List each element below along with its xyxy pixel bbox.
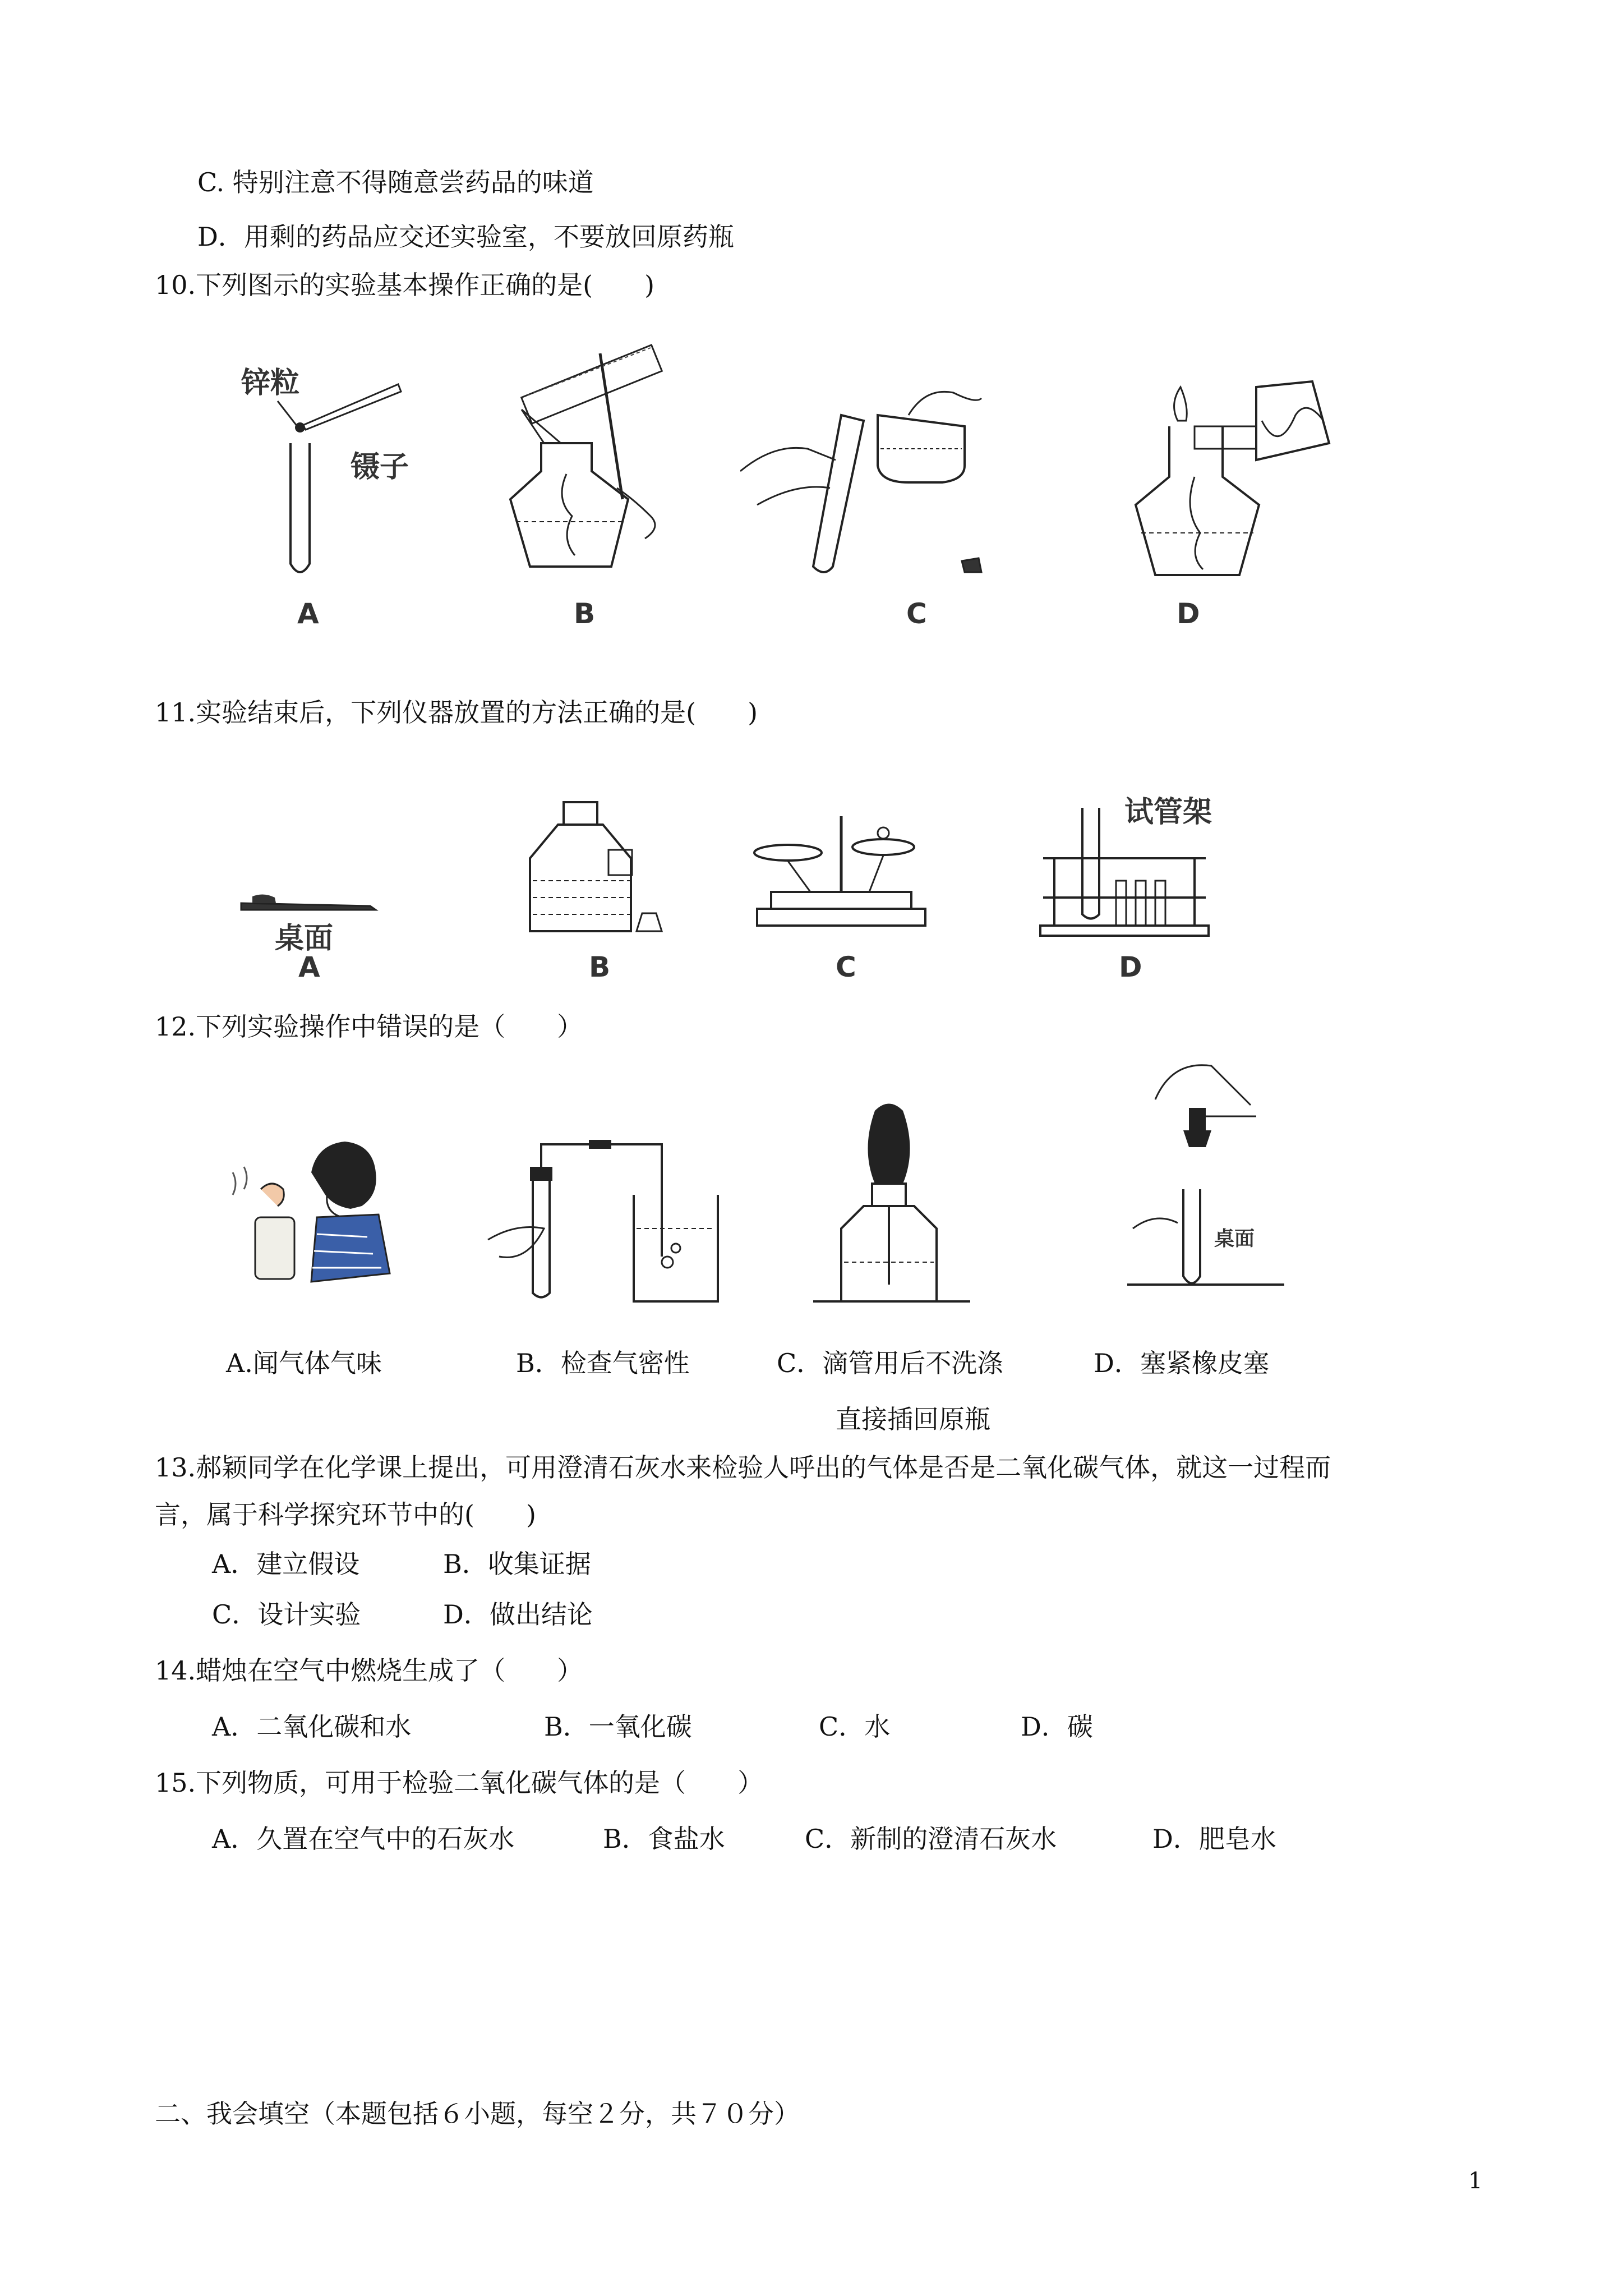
q15-option-a: A．久置在空气中的石灰水 (212, 1824, 515, 1854)
q10-label-d: D (1177, 597, 1200, 630)
q11-stem: 11.实验结束后，下列仪器放置的方法正确的是( ) (155, 697, 758, 728)
q14-option-a: A．二氧化碳和水 (212, 1711, 412, 1742)
q12-option-d: D．塞紧橡皮塞 (1094, 1348, 1269, 1378)
q11-label-a: A (298, 951, 320, 983)
q13-option-d: D．做出结论 (443, 1599, 593, 1630)
q14-option-c: C．水 (819, 1711, 891, 1742)
page-number: 1 (1468, 2168, 1483, 2194)
q11-figure-d (1038, 791, 1239, 942)
q15-option-b: B．食盐水 (603, 1824, 725, 1854)
q10-stem: 10.下列图示的实验基本操作正确的是( ) (155, 270, 655, 300)
q13-option-c: C．设计实验 (212, 1599, 361, 1630)
q11-label-d: D (1119, 951, 1142, 983)
q9-option-d: D．用剩的药品应交还实验室，不要放回原药瓶 (197, 222, 734, 252)
test-tube-rack-label: 试管架 (1124, 795, 1212, 829)
q10-label-a: A (297, 597, 319, 630)
q15-option-d: D．肥皂水 (1152, 1824, 1276, 1854)
q12-figure-b (482, 1128, 751, 1307)
section-2-heading: 二、我会填空（本题包括６小题，每空２分，共７０分） (155, 2099, 800, 2129)
q12-stem: 12.下列实验操作中错误的是（ ） (155, 1011, 583, 1042)
q12-option-c: C．滴管用后不洗涤 (777, 1348, 1003, 1378)
q10-label-b: B (574, 597, 596, 630)
q11-figure-b (524, 797, 670, 942)
q11-figure-a (236, 875, 381, 954)
q15-option-c: C．新制的澄清石灰水 (805, 1824, 1057, 1854)
q11-figure-c (749, 808, 934, 937)
q10-figure-b (482, 331, 718, 589)
q14-option-b: B．一氧化碳 (544, 1711, 692, 1742)
q12-figure-a (222, 1133, 395, 1301)
q14-option-d: D．碳 (1021, 1711, 1093, 1742)
zinc-label: 锌粒 (241, 366, 300, 400)
q9-option-c: C. 特别注意不得随意尝药品的味道 (197, 167, 594, 197)
desk-label: 桌面 (1214, 1227, 1255, 1250)
q12-option-b: B．检查气密性 (516, 1348, 690, 1378)
q10-label-c: C (906, 597, 927, 630)
q13-option-a: A．建立假设 (212, 1549, 360, 1579)
q14-stem: 14.蜡烛在空气中燃烧生成了（ ） (155, 1655, 583, 1686)
q13-option-b: B．收集证据 (443, 1549, 591, 1579)
q10-figure-c (740, 381, 1009, 595)
desk-label: 桌面 (275, 922, 334, 954)
q11-label-b: B (589, 951, 611, 983)
q10-figure-a (224, 359, 426, 583)
q12-option-a: A.闻气体气味 (226, 1348, 382, 1378)
q10-figure-d (1110, 365, 1346, 589)
tweezers-label: 镊子 (351, 450, 409, 484)
q12-figure-c (808, 1099, 976, 1313)
q15-stem: 15.下列物质，可用于检验二氧化碳气体的是（ ） (155, 1768, 764, 1798)
q12-option-c-cont: 直接插回原瓶 (836, 1404, 990, 1434)
q13-stem-line1: 13.郝颖同学在化学课上提出，可用澄清石灰水来检验人呼出的气体是否是二氧化碳气体，就这一过程而 (155, 1452, 1331, 1483)
q11-label-c: C (836, 951, 856, 983)
q12-figure-d (1122, 1055, 1290, 1301)
q13-stem-line2: 言，属于科学探究环节中的( ) (155, 1499, 536, 1530)
